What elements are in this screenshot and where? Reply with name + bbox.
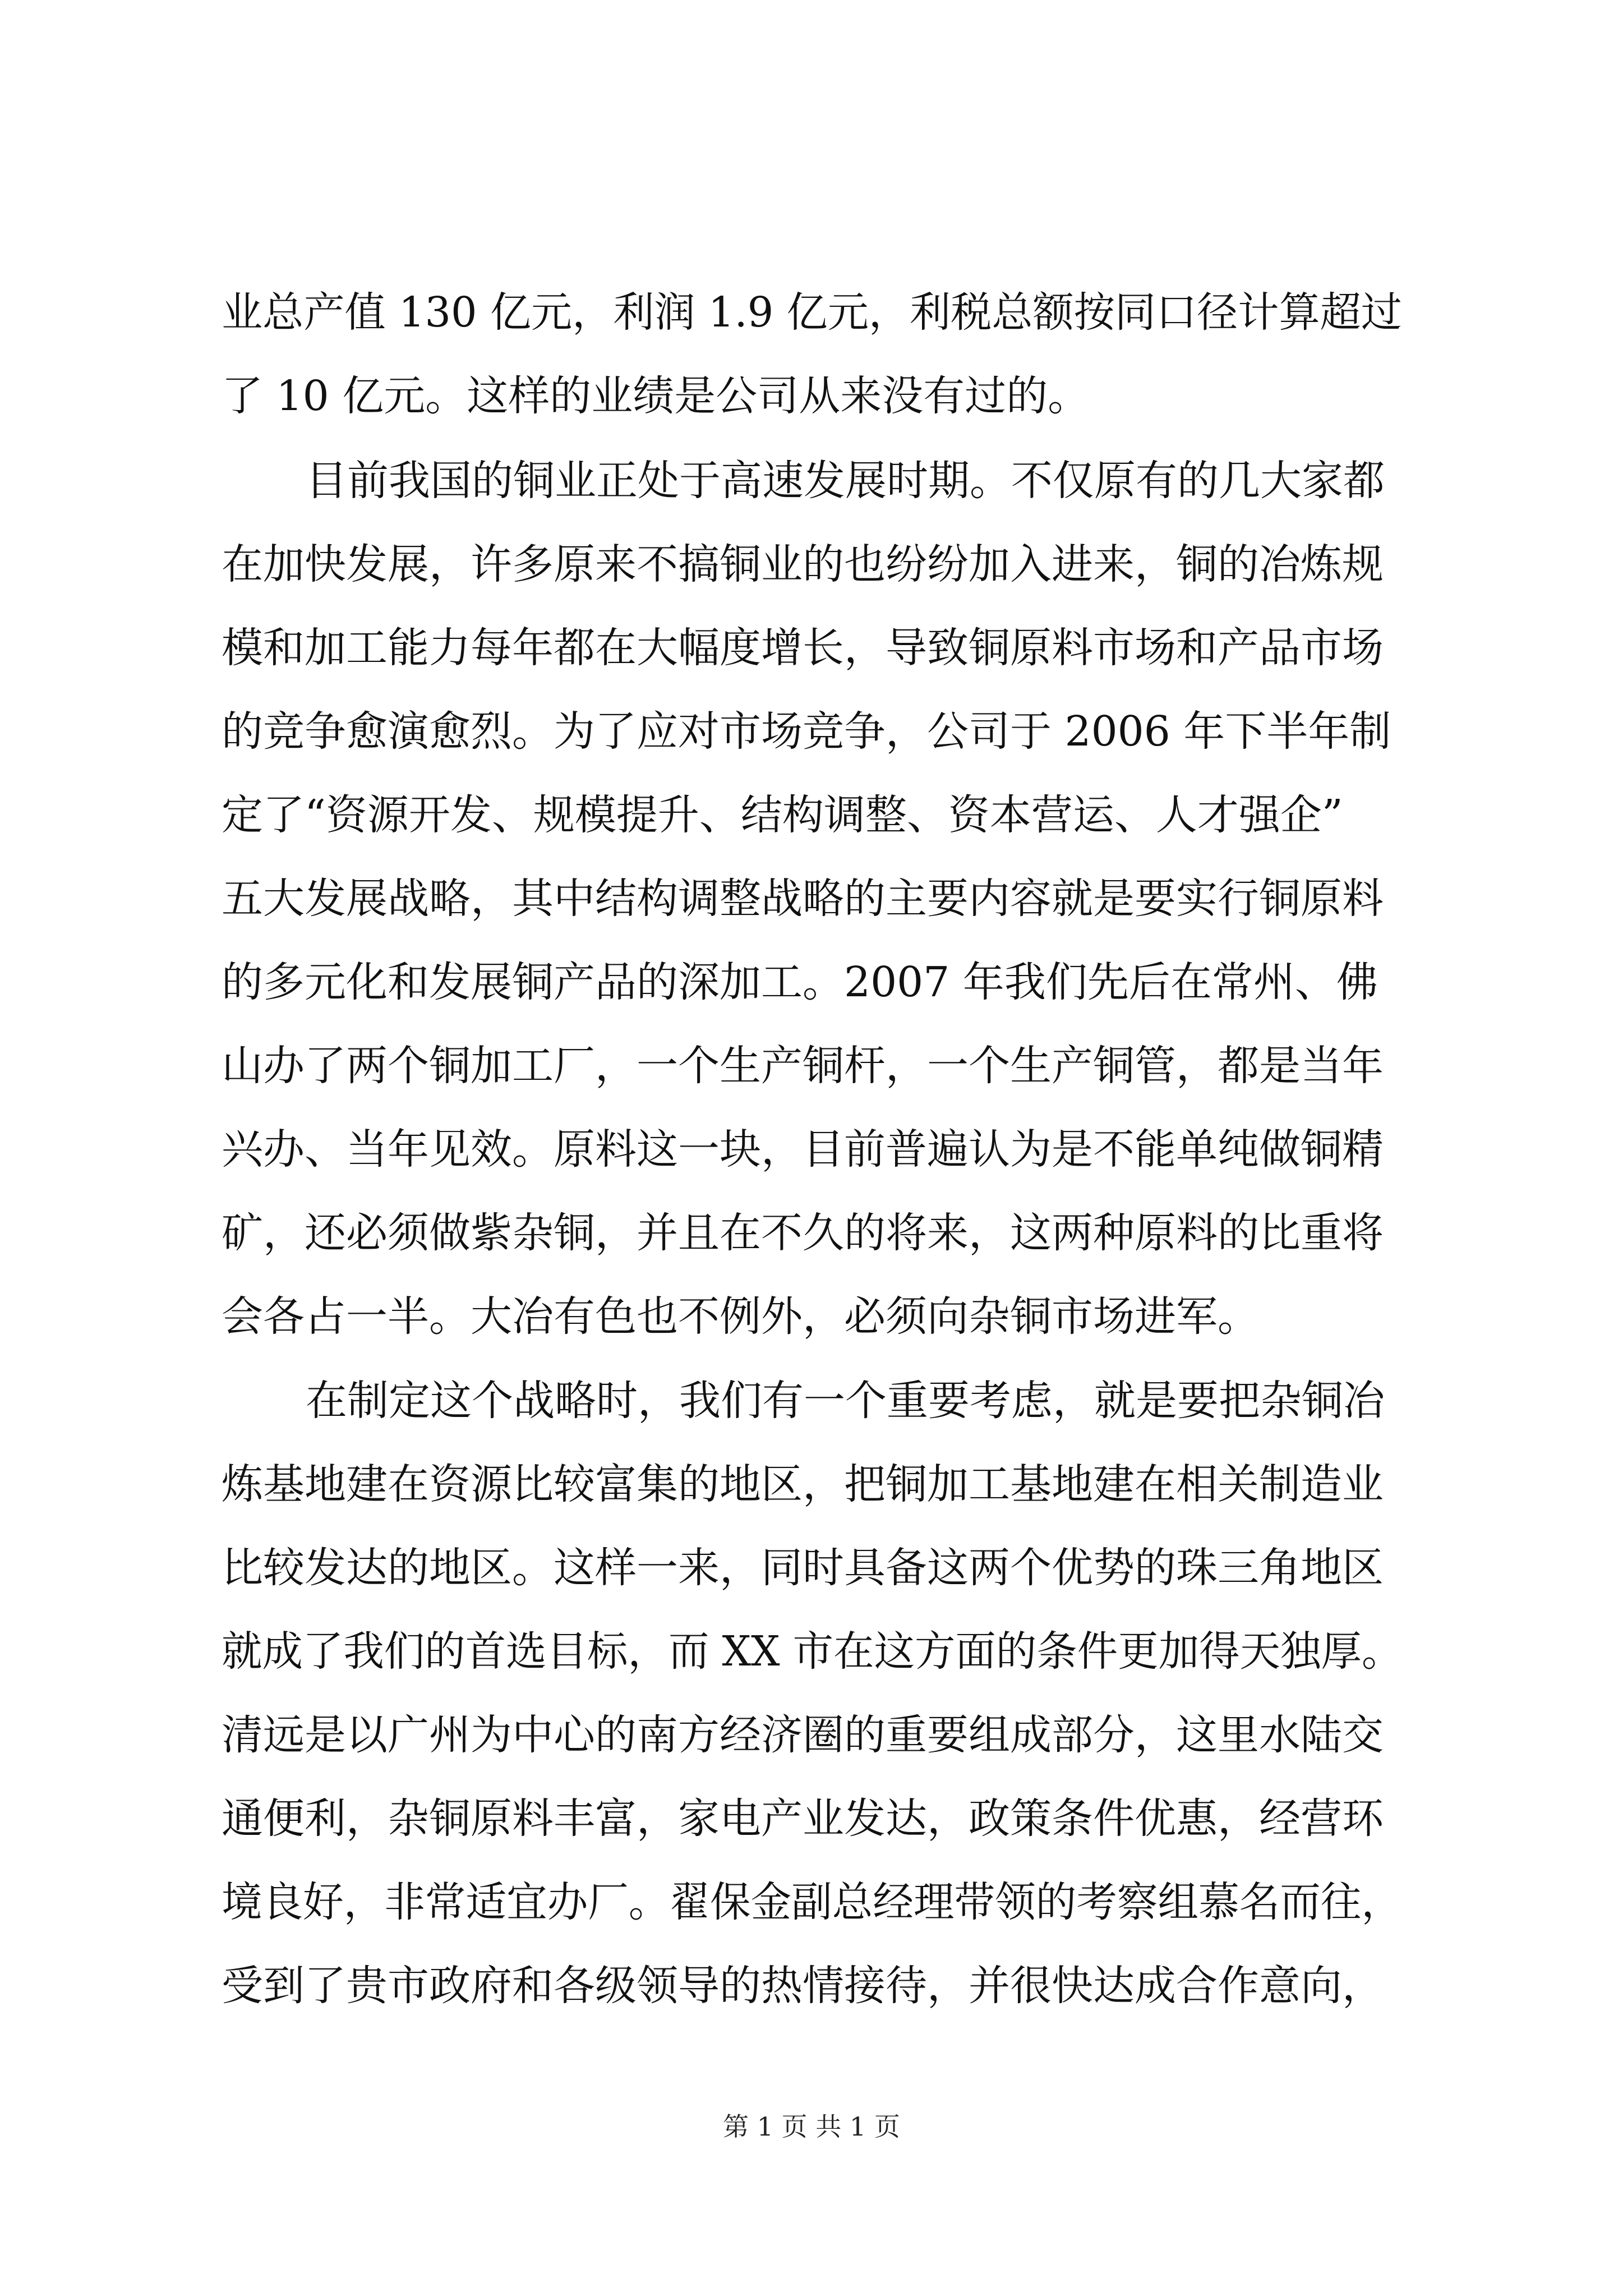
text-line: 受到了贵市政府和各级领导的热情接待，并很快达成合作意向，	[222, 1962, 1384, 2010]
paragraph-start-line: 在制定这个战略时，我们有一个重要考虑，就是要把杂铜冶	[306, 1377, 1385, 1425]
text-line: 境良好，非常适宜办厂。翟保金副总经理带领的考察组慕名而往，	[222, 1878, 1402, 1926]
text-line: 定了“资源开发、规模提升、结构调整、资本营运、人才强企”	[222, 791, 1343, 839]
text-line: 了 10 亿元。这样的业绩是公司从来没有过的。	[222, 372, 1090, 420]
text-line: 山办了两个铜加工厂，一个生产铜杆，一个生产铜管，都是当年	[222, 1042, 1384, 1090]
text-line: 兴办、当年见效。原料这一块，目前普遍认为是不能单纯做铜精	[222, 1125, 1384, 1174]
text-line: 会各占一半。大冶有色也不例外，必须向杂铜市场进军。	[222, 1292, 1259, 1341]
text-line: 的竞争愈演愈烈。为了应对市场竞争，公司于 2006 年下半年制	[222, 707, 1391, 756]
text-line: 通便利，杂铜原料丰富，家电产业发达，政策条件优惠，经营环	[222, 1795, 1384, 1843]
page-number-footer: 第 1 页 共 1 页	[723, 2111, 900, 2142]
text-line: 清远是以广州为中心的南方经济圈的重要组成部分，这里水陆交	[222, 1711, 1384, 1759]
text-line: 矿，还必须做紫杂铜，并且在不久的将来，这两种原料的比重将	[222, 1209, 1384, 1257]
text-line: 的多元化和发展铜产品的深加工。2007 年我们先后在常州、佛	[222, 958, 1378, 1006]
text-line: 模和加工能力每年都在大幅度增长，导致铜原料市场和产品市场	[222, 624, 1384, 672]
text-line: 炼基地建在资源比较富集的地区，把铜加工基地建在相关制造业	[222, 1460, 1384, 1508]
text-line: 五大发展战略，其中结构调整战略的主要内容就是要实行铜原料	[222, 875, 1384, 923]
text-line: 业总产值 130 亿元，利润 1.9 亿元，利税总额按同口径计算超过	[222, 288, 1403, 337]
paragraph-start-line: 目前我国的铜业正处于高速发展时期。不仅原有的几大家都	[306, 457, 1385, 505]
text-line: 就成了我们的首选目标，而 XX 市在这方面的条件更加得天独厚。	[222, 1627, 1403, 1676]
text-line: 在加快发展，许多原来不搞铜业的也纷纷加入进来，铜的冶炼规	[222, 540, 1384, 588]
text-line: 比较发达的地区。这样一来，同时具备这两个优势的珠三角地区	[222, 1544, 1384, 1592]
